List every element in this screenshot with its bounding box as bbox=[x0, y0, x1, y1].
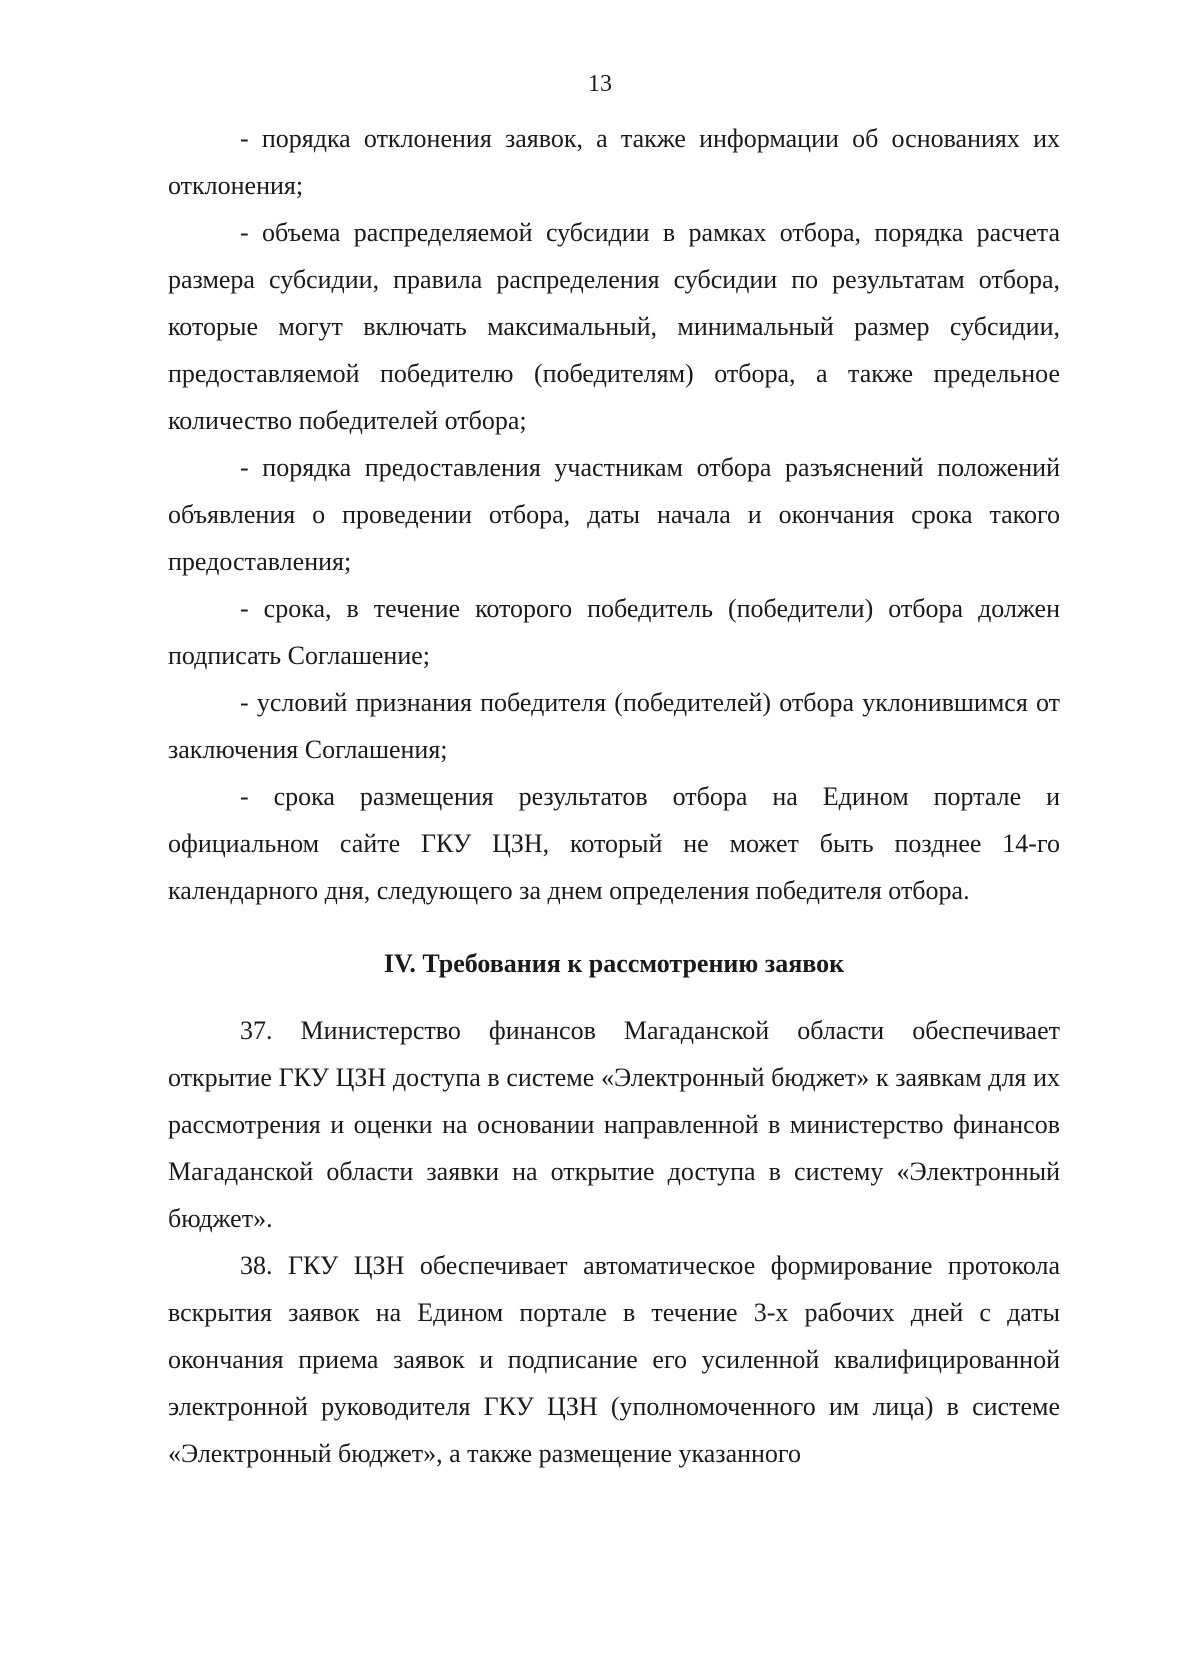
document-body bbox=[168, 115, 1060, 1477]
paragraph-37: 37. Министерство финансов Магаданской области обеспечивает открытие ГКУ ЦЗН доступа в системе «Электронный бюджет» к заявкам для их рассмотрения и оценки на основании направленной в министерство финансов Магаданской области заявки на открытие доступа в систему «Электронный бюджет». bbox=[168, 1016, 1060, 1233]
paragraph-38: 38. ГКУ ЦЗН обеспечивает автоматическое формирование протокола вскрытия заявок на Едином портале в течение 3-х рабочих дней с даты окончания приема заявок и подписание его усиленной квалифицированной электронной руководителя ГКУ ЦЗН (уполномоченного им лица) в системе «Электронный бюджет», а также размещение указанного bbox=[168, 1251, 1060, 1468]
paragraph-clarifications: - порядка предоставления участникам отбора разъяснений положений объявления о проведении отбора, даты начала и окончания срока такого предоставления; bbox=[168, 453, 1060, 576]
paragraph-evasion-conditions: - условий признания победителя (победителей) отбора уклонившимся от заключения Соглашения; bbox=[168, 688, 1060, 764]
paragraph-signing-term: - срока, в течение которого победитель (победители) отбора должен подписать Соглашение; bbox=[168, 594, 1060, 670]
paragraph-subsidy-volume: - объема распределяемой субсидии в рамках отбора, порядка расчета размера субсидии, правила распределения субсидии по результатам отбора, которые могут включать максимальный, минимальный размер субсидии, предоставляемой победителю (победителям) отбора, а также предельное количество победителей отбора; bbox=[168, 218, 1060, 435]
page-number: 13 bbox=[588, 71, 612, 97]
paragraph-results-publication: - срока размещения результатов отбора на Едином портале и официальном сайте ГКУ ЦЗН, который не может быть позднее 14-го календарного дня, следующего за днем определения победителя отбора. bbox=[168, 782, 1060, 905]
paragraph-rejection-order: - порядка отклонения заявок, а также информации об основаниях их отклонения; bbox=[168, 124, 1060, 200]
section-heading: IV. Требования к рассмотрению заявок bbox=[383, 949, 845, 978]
